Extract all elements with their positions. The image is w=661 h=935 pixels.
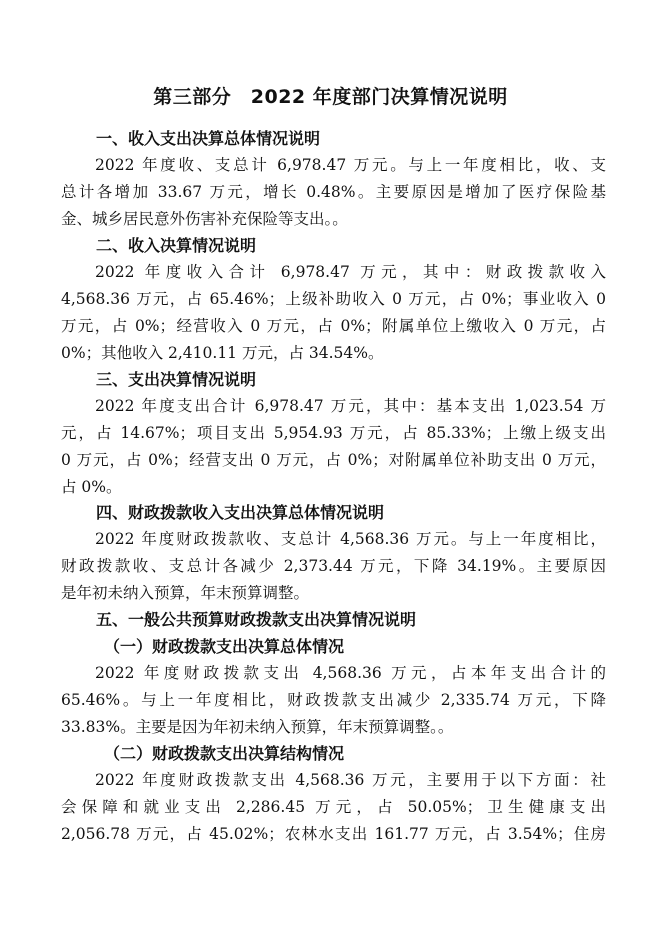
section-heading-3: 三、支出决算情况说明 (96, 370, 257, 389)
paragraph-line: 33.83%。主要是因为年初未纳入预算，年末预算调整。。 (61, 718, 454, 736)
paragraph-line: 金、城乡居民意外伤害补充保险等支出。。 (61, 210, 348, 228)
paragraph-line: 会保障和就业支出 2,286.45 万元，占 50.05%；卫生健康支出 (61, 798, 606, 816)
section-heading-2: 二、收入决算情况说明 (96, 236, 257, 255)
paragraph-line: 是年初未纳入预算，年末预算调整。 (61, 584, 310, 602)
section-heading-5: 五、一般公共预算财政拨款支出决算情况说明 (96, 610, 417, 629)
subsection-heading-1: （一）财政拨款支出决算总体情况 (104, 637, 345, 656)
paragraph-line: 2022 年度收、支总计 6,978.47 万元。与上一年度相比，收、支 (95, 156, 606, 174)
paragraph-line: 2022 年度支出合计 6,978.47 万元，其中：基本支出 1,023.54 万 (95, 397, 606, 415)
section-paragraph-3 (61, 393, 606, 501)
page-title: 第三部分 2022 年度部门决算情况说明 (153, 86, 508, 108)
paragraph-line: 总计各增加 33.67 万元，增长 0.48%。主要原因是增加了医疗保险基 (61, 183, 606, 201)
subsection-paragraph-2 (61, 767, 606, 848)
paragraph-line: 万元，占 0%；经营收入 0 万元，占 0%；附属单位上缴收入 0 万元，占 (61, 317, 606, 335)
paragraph-line: 2022 年度财政拨款支出 4,568.36 万元，占本年支出合计的 (95, 664, 606, 682)
paragraph-line: 0 万元，占 0%；经营支出 0 万元，占 0%；对附属单位补助支出 0 万元， (61, 451, 606, 469)
paragraph-line: 占 0%。 (61, 478, 122, 496)
paragraph-line: 2022 年度财政拨款支出 4,568.36 万元，主要用于以下方面：社 (95, 771, 606, 789)
paragraph-line: 2022 年度收入合计 6,978.47 万元，其中：财政拨款收入 (95, 263, 606, 281)
paragraph-line: 元，占 14.67%；项目支出 5,954.93 万元，占 85.33%；上缴上级支出 (61, 424, 606, 442)
paragraph-line: 2,056.78 万元，占 45.02%；农林水支出 161.77 万元，占 3.54%；住房 (61, 825, 606, 843)
subsection-paragraph-1 (61, 660, 606, 741)
section-paragraph-4 (61, 526, 606, 607)
section-heading-1: 一、收入支出决算总体情况说明 (96, 129, 321, 148)
paragraph-line: 0%；其他收入 2,410.11 万元，占 34.54%。 (61, 344, 384, 362)
section-paragraph-2 (61, 259, 606, 367)
section-heading-4: 四、财政拨款收入支出决算总体情况说明 (96, 503, 385, 522)
subsection-heading-2: （二）财政拨款支出决算结构情况 (104, 744, 345, 763)
paragraph-line: 65.46%。与上一年度相比，财政拨款支出减少 2,335.74 万元，下降 (61, 691, 606, 709)
paragraph-line: 4,568.36 万元，占 65.46%；上级补助收入 0 万元，占 0%；事业收入 0 (61, 290, 606, 308)
paragraph-line: 财政拨款收、支总计各减少 2,373.44 万元，下降 34.19%。主要原因 (61, 557, 606, 575)
section-paragraph-1 (61, 152, 606, 233)
paragraph-line: 2022 年度财政拨款收、支总计 4,568.36 万元。与上一年度相比， (95, 530, 606, 548)
